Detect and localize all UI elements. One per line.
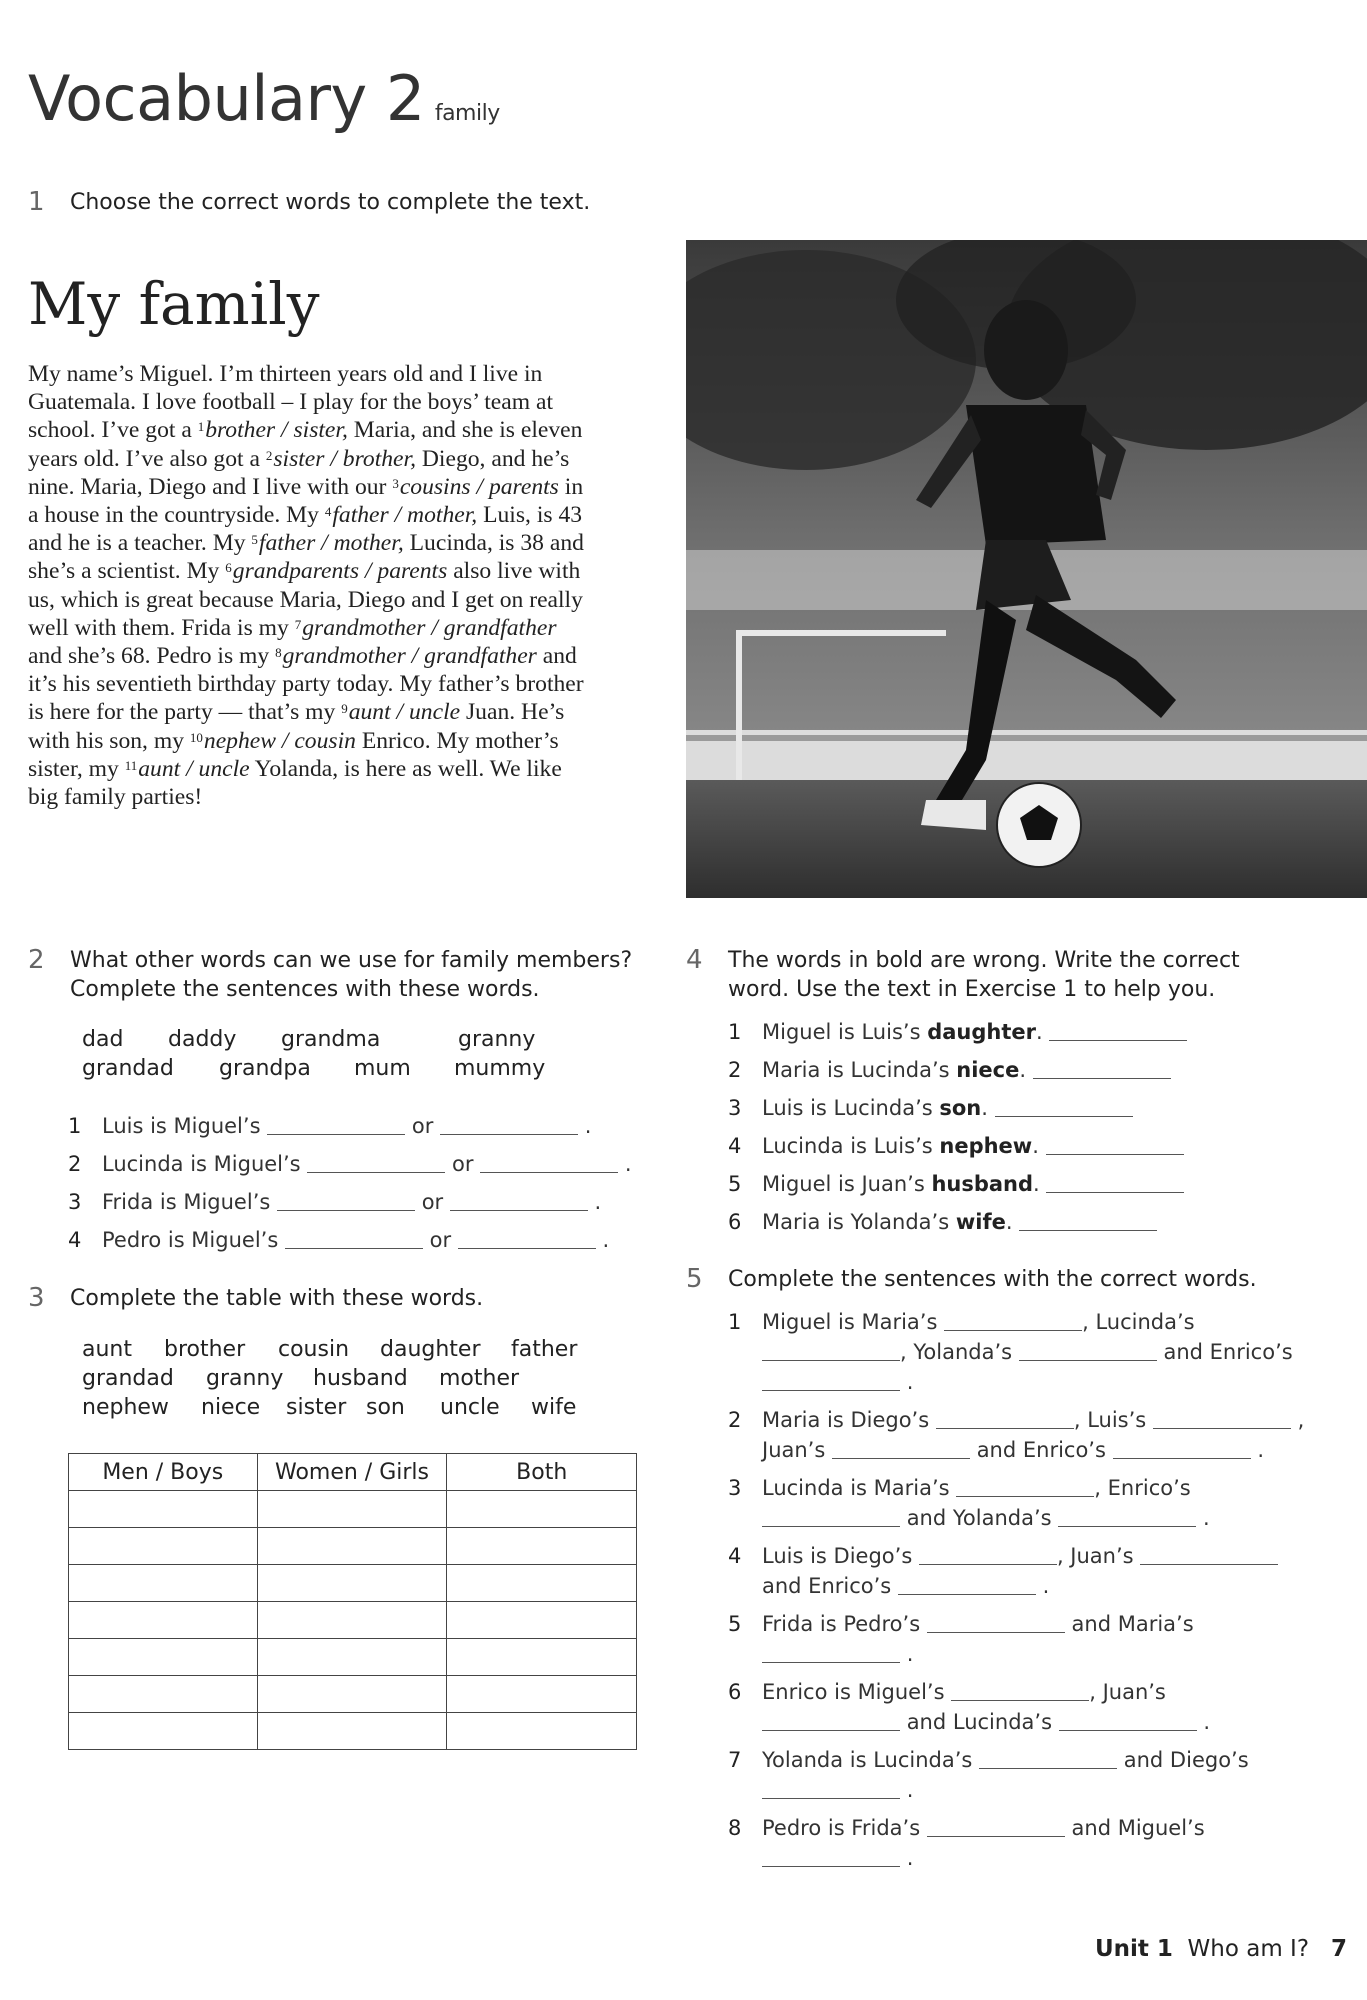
list-item: 4 Lucinda is Luis’s nephew. (728, 1134, 1184, 1158)
table-row (69, 1491, 637, 1528)
answer-blank[interactable] (832, 1440, 970, 1459)
table-cell[interactable] (69, 1565, 258, 1602)
ex4-items (728, 1020, 1328, 1240)
ex5-items (728, 1310, 1338, 1880)
list-item-continued: . (762, 1370, 913, 1394)
table-cell[interactable] (257, 1491, 447, 1528)
answer-blank[interactable] (762, 1644, 900, 1663)
table-cell[interactable] (257, 1676, 447, 1713)
list-item-continued: . (762, 1846, 913, 1870)
list-item: 5 Miguel is Juan’s husband. (728, 1172, 1184, 1196)
answer-blank[interactable] (450, 1192, 588, 1211)
ex2-word-box: dad daddy grandma granny grandad grandpa mum mummy (82, 1027, 546, 1081)
table-row (69, 1565, 637, 1602)
list-item-continued: and Lucinda’s . (762, 1710, 1210, 1734)
choice-8: grandmother / grandfather (282, 643, 537, 670)
answer-blank[interactable] (1113, 1440, 1251, 1459)
answer-blank[interactable] (1140, 1546, 1278, 1565)
answer-blank[interactable] (1033, 1060, 1171, 1079)
answer-blank[interactable] (762, 1342, 900, 1361)
table-cell[interactable] (447, 1639, 637, 1676)
table-cell[interactable] (447, 1528, 637, 1565)
exercise-4-instruction: 4 The words in bold are wrong. Write the correct word. Use the text in Exercise 1 to help you. (686, 945, 1240, 1002)
table-row (69, 1676, 637, 1713)
list-item: 6 Maria is Yolanda’s wife. (728, 1210, 1157, 1234)
list-item: 2 Lucinda is Miguel’s or . (68, 1152, 632, 1176)
answer-blank[interactable] (927, 1818, 1065, 1837)
table-row (69, 1528, 637, 1565)
answer-blank[interactable] (1046, 1136, 1184, 1155)
choice-10: nephew / cousin (203, 727, 356, 754)
list-item: 8 Pedro is Frida’s and Miguel’s (728, 1816, 1205, 1840)
choice-1: brother / sister, (205, 417, 348, 444)
answer-blank[interactable] (1059, 1712, 1197, 1731)
answer-blank[interactable] (285, 1230, 423, 1249)
answer-blank[interactable] (762, 1372, 900, 1391)
answer-blank[interactable] (936, 1410, 1074, 1429)
table-header-row (69, 1454, 637, 1491)
list-item-continued: . (762, 1778, 913, 1802)
answer-blank[interactable] (277, 1192, 415, 1211)
answer-blank[interactable] (919, 1546, 1057, 1565)
table-cell[interactable] (257, 1602, 447, 1639)
list-item: 4 Pedro is Miguel’s or . (68, 1228, 610, 1252)
title-sub: family (434, 101, 500, 126)
choice-6: grandparents / parents (232, 558, 448, 585)
answer-blank[interactable] (1019, 1342, 1157, 1361)
story-heading: My family (28, 270, 320, 338)
list-item: 1 Miguel is Luis’s daughter. (728, 1020, 1187, 1044)
col-men-boys: Men / Boys (69, 1454, 258, 1491)
answer-blank[interactable] (944, 1312, 1082, 1331)
exercise-1-instruction: 1 Choose the correct words to complete the text. (28, 187, 591, 217)
exercise-3-instruction: 3 Complete the table with these words. (28, 1283, 484, 1313)
ex3-table (68, 1453, 637, 1750)
answer-blank[interactable] (762, 1712, 900, 1731)
list-item: 3 Frida is Miguel’s or . (68, 1190, 602, 1214)
table-cell[interactable] (257, 1565, 447, 1602)
table-cell[interactable] (69, 1713, 258, 1750)
exercise-2-instruction: 2 What other words can we use for family members? Complete the sentences with these words. (28, 945, 633, 1002)
page-footer (1095, 1936, 1347, 1962)
choice-7: grandmother / grandfather (302, 614, 557, 641)
list-item: 2 Maria is Diego’s , Luis’s , (728, 1408, 1305, 1432)
table-cell[interactable] (69, 1639, 258, 1676)
list-item: 2 Maria is Lucinda’s niece. (728, 1058, 1171, 1082)
list-item: 3 Luis is Lucinda’s son. (728, 1096, 1133, 1120)
answer-blank[interactable] (995, 1098, 1133, 1117)
choice-5: father / mother, (258, 530, 404, 557)
choice-3: cousins / parents (399, 473, 559, 500)
answer-blank[interactable] (458, 1230, 596, 1249)
col-both: Both (447, 1454, 637, 1491)
table-cell[interactable] (69, 1676, 258, 1713)
table-cell[interactable] (257, 1713, 447, 1750)
answer-blank[interactable] (1019, 1212, 1157, 1231)
list-item: 3 Lucinda is Maria’s , Enrico’s (728, 1476, 1191, 1500)
table-cell[interactable] (447, 1602, 637, 1639)
table-cell[interactable] (69, 1528, 258, 1565)
table-cell[interactable] (447, 1565, 637, 1602)
answer-blank[interactable] (1153, 1410, 1291, 1429)
choice-9: aunt / uncle (348, 699, 461, 726)
table-row (69, 1713, 637, 1750)
answer-blank[interactable] (762, 1508, 900, 1527)
answer-blank[interactable] (1058, 1508, 1196, 1527)
answer-blank[interactable] (1046, 1174, 1184, 1193)
table-cell[interactable] (69, 1491, 258, 1528)
list-item-continued: Juan’s and Enrico’s . (762, 1438, 1264, 1462)
table-cell[interactable] (257, 1528, 447, 1565)
list-item: 1 Luis is Miguel’s or . (68, 1114, 592, 1138)
ex3-word-box: aunt brother cousin daughter father grandad granny husband mother nephew niece sister son uncle wife (82, 1337, 578, 1420)
list-item-continued: and Yolanda’s . (762, 1506, 1210, 1530)
table-cell[interactable] (447, 1713, 637, 1750)
exercise-5-instruction: 5 Complete the sentences with the correct words. (686, 1264, 1257, 1294)
list-item: 1 Miguel is Maria’s , Lucinda’s (728, 1310, 1195, 1334)
exercise-number: 1 (28, 187, 45, 217)
answer-blank[interactable] (440, 1116, 578, 1135)
ex2-items (68, 1114, 668, 1264)
table-cell[interactable] (447, 1491, 637, 1528)
list-item-continued: , Yolanda’s and Enrico’s (762, 1340, 1293, 1364)
story-text: My name’s Miguel. I’m thirteen years old and I live in Guatemala. I love football – I play for the boys’ team at school. I’ve got a $^1$brother / sister, Maria, and she is eleven years old. I’ve also got a $^2$sister / brother, Diego, and he’s nine. Maria, Diego and I live with our $^3$cousins / parents in a house in the countryside. My $^4$father / mother, Luis, is 43 and he is a teacher. My $^5$father / mother, Lucinda, is 38 and she’s a scientist. My $^6$grandparents / parents also live with us, which is great because Maria, Diego and I get on really well with them. Frida is my $^7$grandmother / grandfather and she’s 68. Pedro is my $^8$grandmother / grandfather and it’s his seventieth birthday party today. My father’s brother is here for the party — that’s my $^9$aunt / uncle Juan. He’s with his son, my $^{10}$nephew / cousin Enrico. My mother’s sister, my $^{11}$aunt / uncle Yolanda, is here as well. We like big family parties! (28, 361, 584, 811)
table-row (69, 1602, 637, 1639)
choice-11: aunt / uncle (138, 755, 250, 782)
list-item-continued: . (762, 1642, 913, 1666)
answer-blank[interactable] (762, 1780, 900, 1799)
list-item: 5 Frida is Pedro’s and Maria’s (728, 1612, 1194, 1636)
page-number: 7 (1330, 1936, 1347, 1962)
answer-blank[interactable] (267, 1116, 405, 1135)
page-title (28, 62, 500, 135)
answer-blank[interactable] (480, 1154, 618, 1173)
answer-blank[interactable] (307, 1154, 445, 1173)
choice-2: sister / brother, (273, 445, 416, 472)
answer-blank[interactable] (1049, 1022, 1187, 1041)
list-item: 6 Enrico is Miguel’s , Juan’s (728, 1680, 1166, 1704)
table-cell[interactable] (257, 1639, 447, 1676)
answer-blank[interactable] (979, 1750, 1117, 1769)
football-photo (686, 240, 1367, 898)
list-item: 4 Luis is Diego’s , Juan’s (728, 1544, 1278, 1568)
list-item: 7 Yolanda is Lucinda’s and Diego’s (728, 1748, 1249, 1772)
answer-blank[interactable] (898, 1576, 1036, 1595)
answer-blank[interactable] (956, 1478, 1094, 1497)
answer-blank[interactable] (951, 1682, 1089, 1701)
footer-unit: Unit 1 (1094, 1936, 1173, 1962)
answer-blank[interactable] (927, 1614, 1065, 1633)
choice-4: father / mother, (332, 502, 478, 529)
table-row (69, 1639, 637, 1676)
answer-blank[interactable] (762, 1848, 900, 1867)
table-cell[interactable] (447, 1676, 637, 1713)
title-main: Vocabulary 2 (28, 62, 425, 135)
list-item-continued: and Enrico’s . (762, 1574, 1050, 1598)
table-cell[interactable] (69, 1602, 258, 1639)
footer-title: Who am I? (1187, 1936, 1310, 1962)
col-women-girls: Women / Girls (257, 1454, 447, 1491)
